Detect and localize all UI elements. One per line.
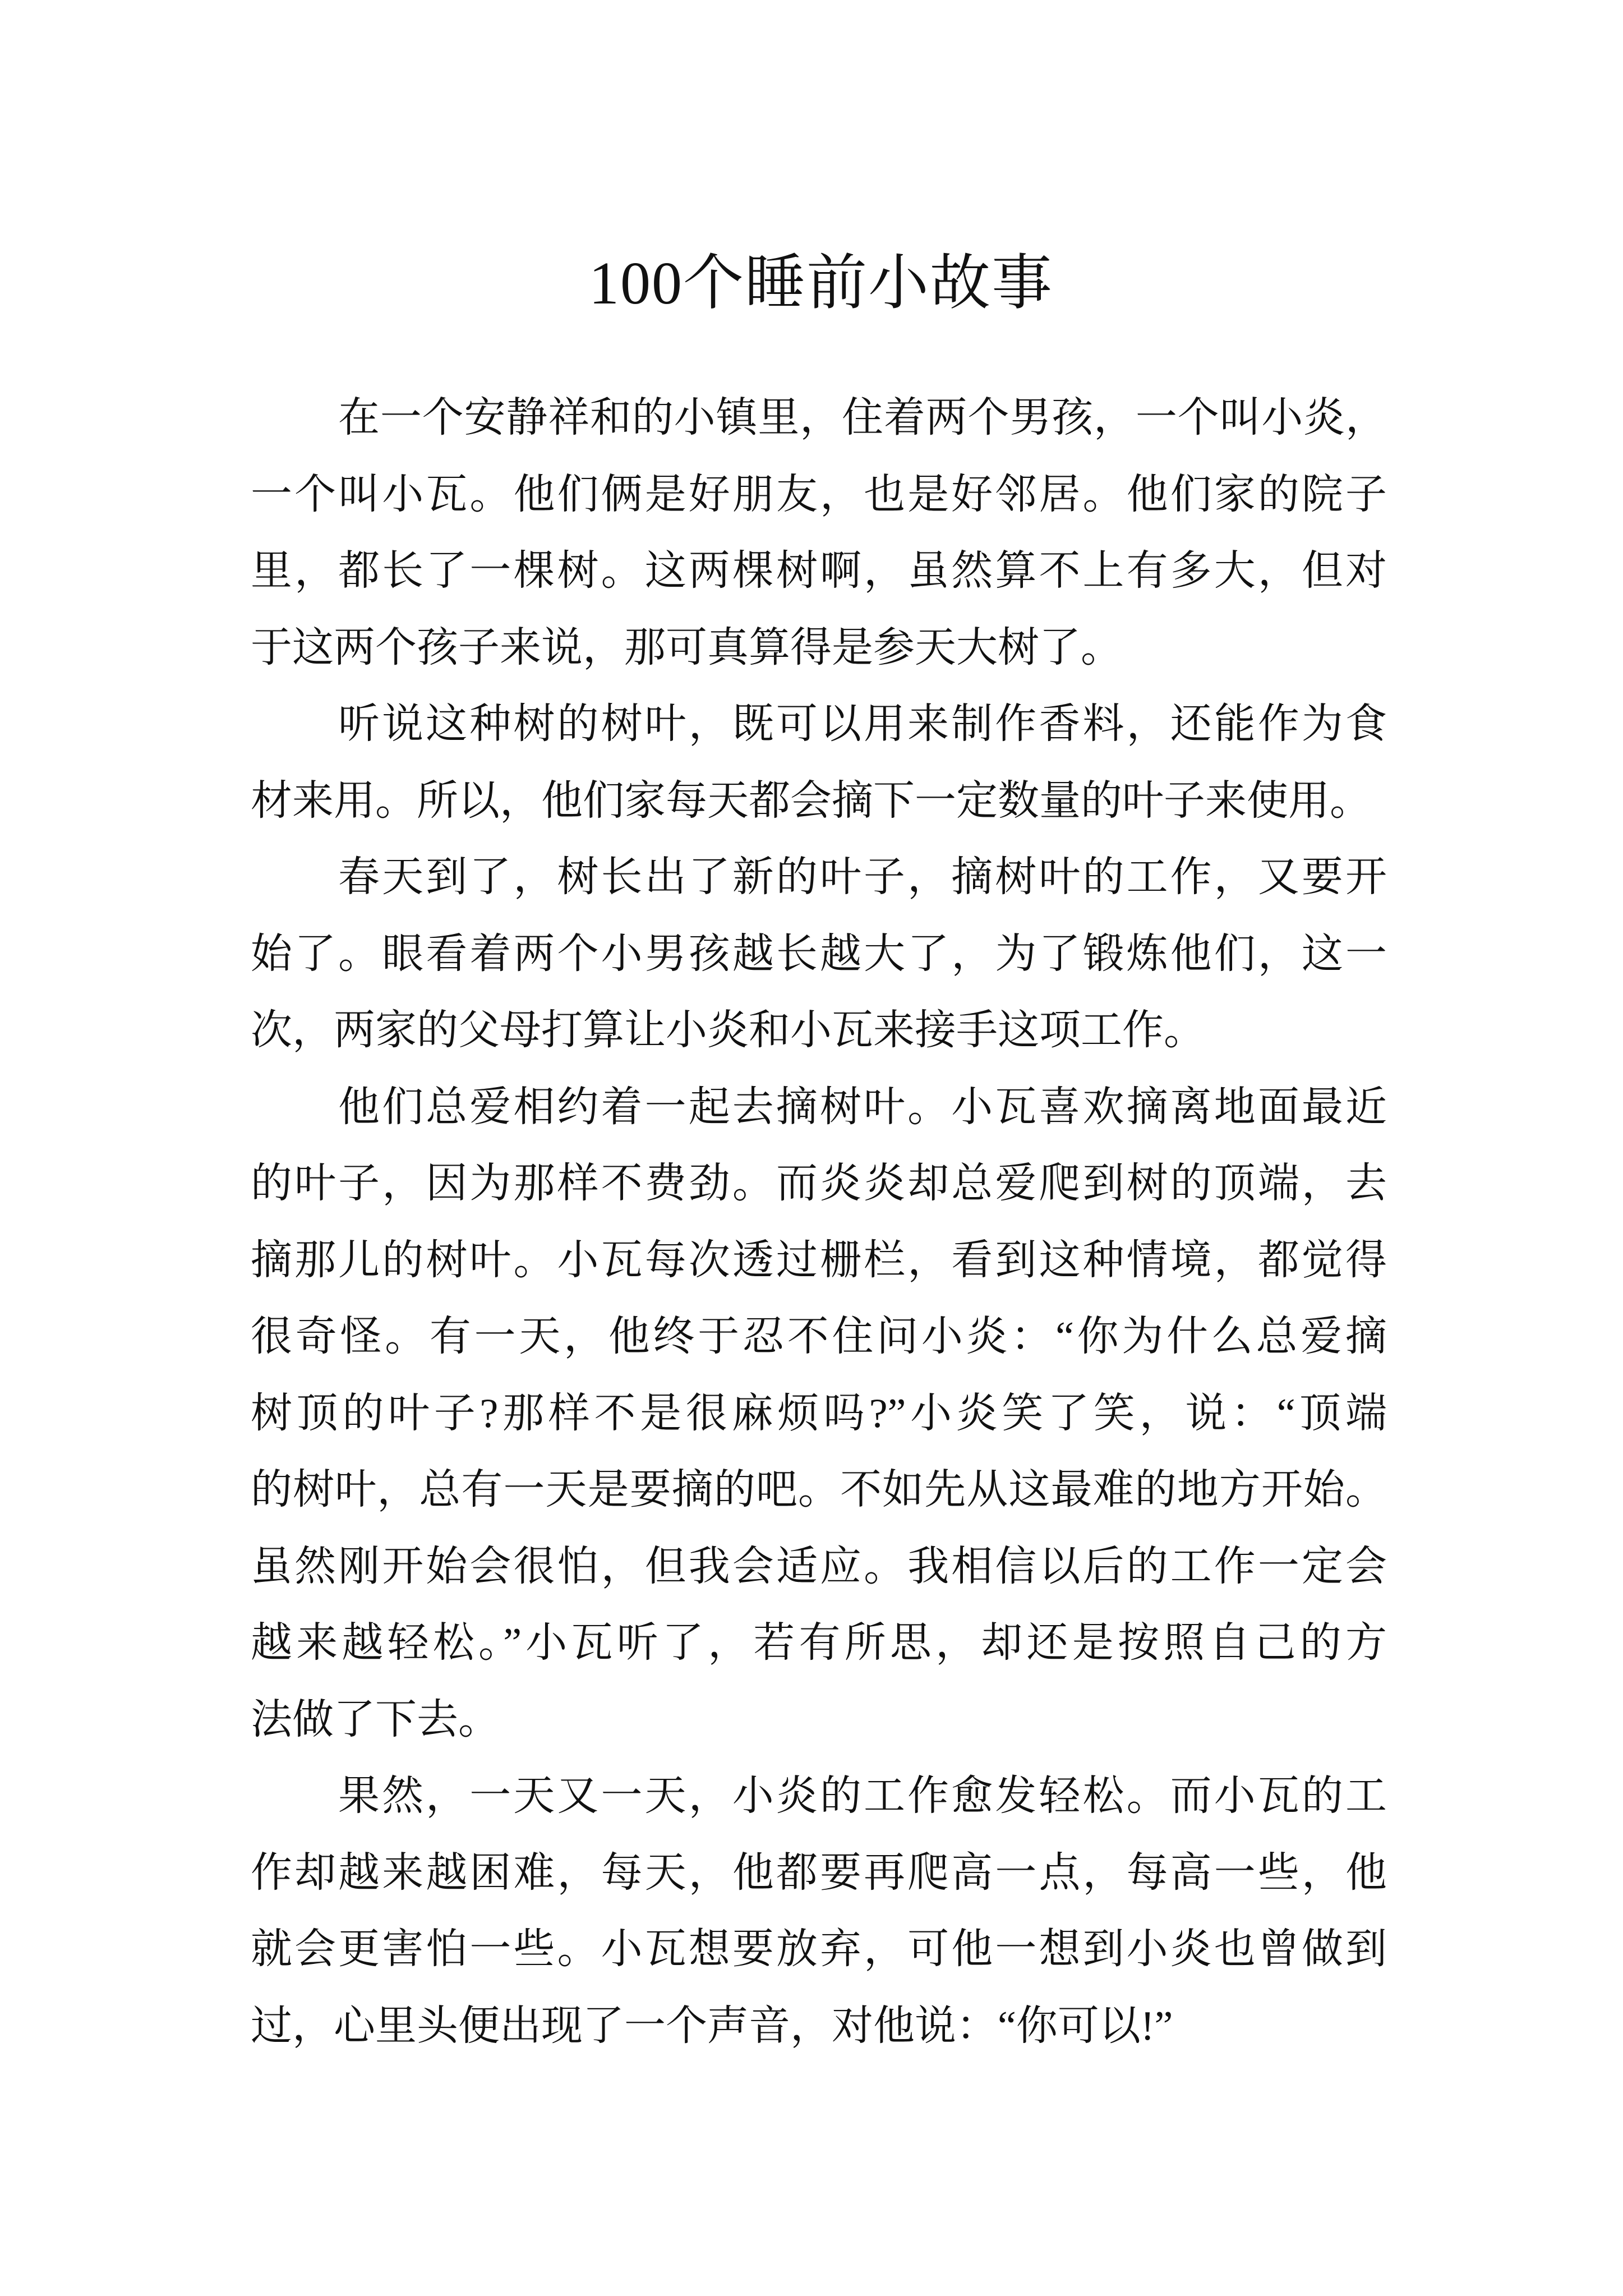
text-line: 摘那儿的树叶。小瓦每次透过栅栏，看到这种情境，都觉得: [251, 1237, 1387, 1283]
text-line: 虽然刚开始会很怕，但我会适应。我相信以后的工作一定会: [251, 1543, 1387, 1590]
text-line: 于这两个孩子来说，那可真算得是参天大树了。: [251, 624, 1122, 671]
text-line: 很奇怪。有一天，他终于忍不住问小炎：“你为什么总爱摘: [251, 1314, 1387, 1360]
text-line: 过，心里头便出现了一个声音，对他说：“你可以!”: [251, 2003, 1173, 2049]
text-line: 春天到了，树长出了新的叶子，摘树叶的工作，又要开: [338, 854, 1387, 900]
text-line: 作却越来越困难，每天，他都要再爬高一点，每高一些，他: [251, 1849, 1387, 1896]
text-line: 的树叶，总有一天是要摘的吧。不如先从这最难的地方开始。: [251, 1467, 1387, 1513]
text-line: 材来用。所以，他们家每天都会摘下一定数量的叶子来使用。: [251, 777, 1371, 824]
text-line: 始了。眼看着两个小男孩越长越大了，为了锻炼他们，这一: [251, 931, 1387, 977]
text-line: 树顶的叶子?那样不是很麻烦吗?”小炎笑了笑，说：“顶端: [251, 1390, 1387, 1437]
text-line: 就会更害怕一些。小瓦想要放弃，可他一想到小炎也曾做到: [251, 1926, 1387, 1972]
text-line: 法做了下去。: [251, 1696, 500, 1743]
paragraph: [251, 686, 1387, 839]
text-line: 听说这种树的树叶，既可以用来制作香料，还能作为食: [338, 701, 1387, 747]
text-line: 在一个安静祥和的小镇里，住着两个男孩，一个叫小炎，: [338, 395, 1387, 441]
text-line: 他们总爱相约着一起去摘树叶。小瓦喜欢摘离地面最近: [338, 1084, 1387, 1130]
text-line: 越来越轻松。”小瓦听了，若有所思，却还是按照自己的方: [251, 1620, 1387, 1666]
document-title: 100个睡前小故事: [588, 250, 1053, 318]
text-line: 果然，一天又一天，小炎的工作愈发轻松。而小瓦的工: [338, 1773, 1387, 1819]
paragraph: [251, 839, 1387, 1069]
paragraph: [251, 380, 1387, 686]
text-line: 里，都长了一棵树。这两棵树啊，虽然算不上有多大，但对: [251, 548, 1387, 594]
paragraph: [251, 1069, 1387, 1759]
paragraph: [251, 1758, 1387, 2064]
text-line: 一个叫小瓦。他们俩是好朋友，也是好邻居。他们家的院子: [251, 471, 1387, 518]
text-line: 次，两家的父母打算让小炎和小瓦来接手这项工作。: [251, 1007, 1205, 1053]
text-line: 的叶子，因为那样不费劲。而炎炎却总爱爬到树的顶端，去: [251, 1161, 1387, 1207]
document-body: [251, 380, 1387, 2064]
